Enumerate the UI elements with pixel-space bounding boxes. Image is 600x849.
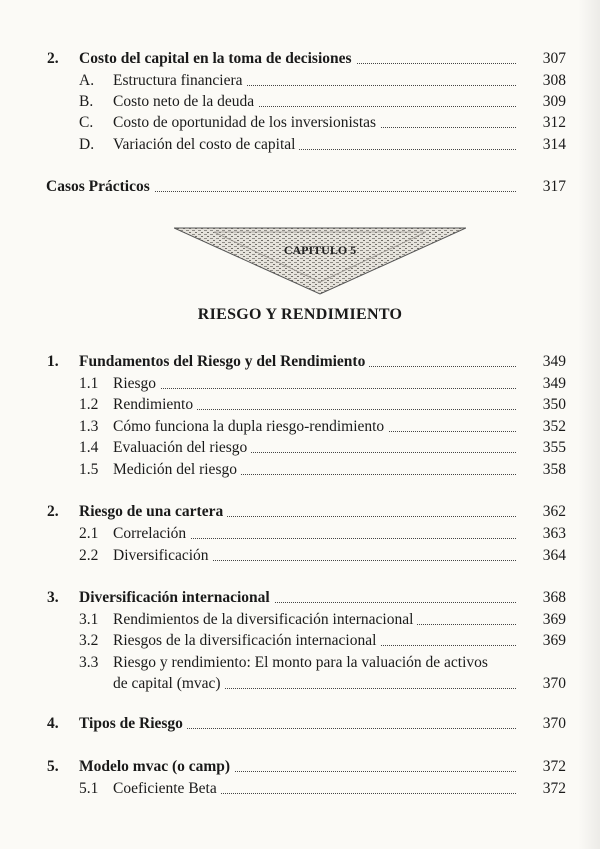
toc-entry-page: 309 — [542, 93, 566, 110]
toc-entry — [0, 545, 600, 567]
toc-entry-title: Diversificación internacional — [79, 589, 274, 606]
toc-entry-casos-practicos — [0, 176, 600, 198]
toc-entry-number: 3. — [47, 589, 59, 606]
toc-entry-title: Medición del riesgo — [113, 461, 241, 478]
toc-entry-page: 317 — [542, 178, 566, 195]
toc-entry — [0, 394, 600, 416]
chapter-title: RIESGO Y RENDIMIENTO — [197, 306, 403, 323]
toc-entry-page: 308 — [542, 72, 566, 89]
toc-entry-page: 372 — [542, 758, 566, 775]
toc-entry-number: 2. — [47, 50, 59, 67]
toc-entry-page: 358 — [542, 461, 566, 478]
toc-entry-number: 1.1 — [79, 375, 99, 392]
toc-entry-number: 5.1 — [79, 780, 99, 797]
toc-entry — [0, 437, 600, 459]
toc-entry — [0, 416, 600, 438]
toc-entry-title: Riesgo — [113, 375, 160, 392]
toc-entry-title: Diversificación — [113, 547, 213, 564]
toc-entry-page: 364 — [542, 547, 566, 564]
toc-entry-title: Casos Prácticos — [46, 178, 154, 195]
toc-entry — [0, 112, 600, 134]
leader-dots — [113, 388, 516, 389]
toc-entry-title: Costo de oportunidad de los inversionistas — [113, 114, 380, 131]
toc-entry — [0, 713, 600, 735]
toc-entry-page: 362 — [542, 503, 566, 520]
toc-entry-number: 2.1 — [79, 525, 99, 542]
toc-entry-title: Tipos de Riesgo — [79, 715, 187, 732]
toc-entry — [0, 609, 600, 631]
toc-entry-page: 372 — [542, 780, 566, 797]
toc-entry-page: 307 — [542, 50, 566, 67]
toc-entry-page: 363 — [542, 525, 566, 542]
page-edge-shadow — [578, 0, 600, 849]
toc-entry-number: 3.1 — [79, 611, 99, 628]
toc-entry-page: 368 — [542, 589, 566, 606]
toc-entry-page: 349 — [542, 353, 566, 370]
toc-entry — [0, 756, 600, 778]
toc-entry — [0, 652, 600, 674]
toc-entry-page: 369 — [542, 632, 566, 649]
toc-entry-title: Rendimientos de la diversificación internacional — [113, 611, 417, 628]
toc-entry-title: Estructura financiera — [113, 72, 247, 89]
emblem-label: CAPITULO 5 — [283, 243, 357, 257]
toc-entry-page: 370 — [542, 715, 566, 732]
toc-entry-title: Coeficiente Beta — [113, 780, 221, 797]
toc-entry-number: 1.5 — [79, 461, 99, 478]
toc-entry — [0, 48, 600, 70]
toc-entry — [0, 673, 600, 695]
toc-entry — [0, 91, 600, 113]
toc-entry-title: Variación del costo de capital — [113, 136, 299, 153]
toc-entry-page: 352 — [542, 418, 566, 435]
toc-entry-page: 350 — [542, 396, 566, 413]
toc-entry-title: Cómo funciona la dupla riesgo-rendimiento — [113, 418, 388, 435]
toc-entry — [0, 778, 600, 800]
toc-entry — [0, 373, 600, 395]
toc-entry — [0, 459, 600, 481]
toc-entry-title: de capital (mvac) — [113, 675, 225, 692]
toc-entry — [0, 134, 600, 156]
toc-entry-title: Rendimiento — [113, 396, 197, 413]
toc-entry-title: Evaluación del riesgo — [113, 439, 251, 456]
toc-entry-number: D. — [79, 136, 95, 153]
toc-entry-page: 349 — [542, 375, 566, 392]
toc-entry-title: Costo del capital en la toma de decisiones — [79, 50, 356, 67]
toc-entry-number: C. — [79, 114, 94, 131]
toc-entry-number: 5. — [47, 758, 59, 775]
toc-entry — [0, 501, 600, 523]
toc-entry-number: 3.3 — [79, 654, 99, 671]
toc-entry — [0, 587, 600, 609]
toc-entry-number: 1. — [47, 353, 59, 370]
toc-entry-title: Correlación — [113, 525, 190, 542]
toc-entry-number: 2. — [47, 503, 59, 520]
toc-entry-title: Costo neto de la deuda — [113, 93, 258, 110]
toc-entry-page: 355 — [542, 439, 566, 456]
toc-entry-number: A. — [79, 72, 95, 89]
toc-entry-page: 312 — [542, 114, 566, 131]
toc-entry-title: Riesgo y rendimiento: El monto para la valuación de activos — [113, 654, 492, 671]
toc-entry-page: 369 — [542, 611, 566, 628]
toc-entry — [0, 630, 600, 652]
toc-entry-title: Modelo mvac (o camp) — [79, 758, 234, 775]
toc-entry — [0, 70, 600, 92]
toc-entry-number: 3.2 — [79, 632, 99, 649]
toc-entry-title: Riesgos de la diversificación internacional — [113, 632, 380, 649]
toc-entry-title: Riesgo de una cartera — [79, 503, 227, 520]
toc-entry — [0, 523, 600, 545]
toc-entry-page: 370 — [542, 675, 566, 692]
toc-entry — [0, 351, 600, 373]
toc-entry-page: 314 — [542, 136, 566, 153]
toc-entry-number: 2.2 — [79, 547, 99, 564]
toc-entry-title: Fundamentos del Riesgo y del Rendimiento — [79, 353, 369, 370]
toc-entry-number: 1.3 — [79, 418, 99, 435]
toc-entry-number: 1.4 — [79, 439, 99, 456]
toc-entry-number: 4. — [47, 715, 59, 732]
toc-entry-number: B. — [79, 93, 94, 110]
toc-entry-number: 1.2 — [79, 396, 99, 413]
chapter-emblem — [174, 226, 466, 296]
